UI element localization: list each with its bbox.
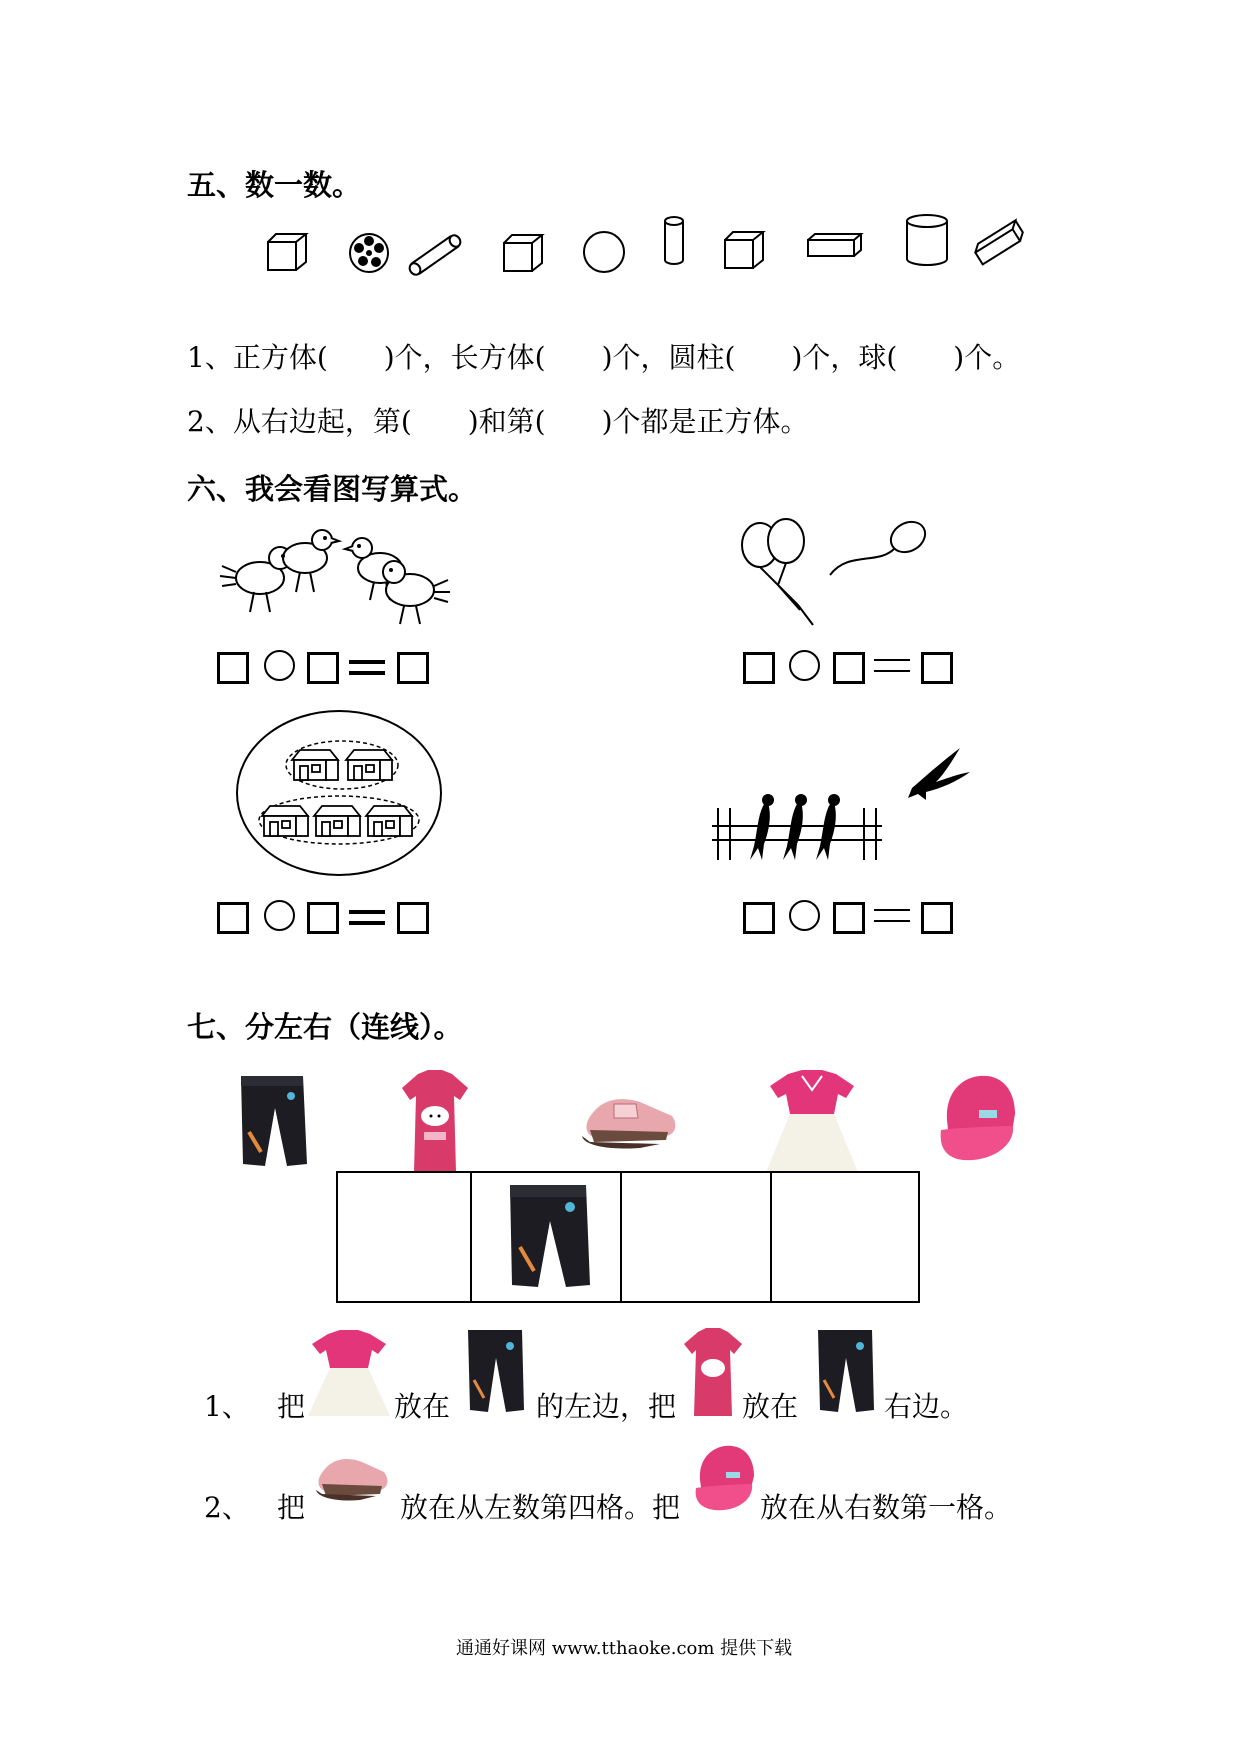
cylinder-icon-2	[662, 215, 686, 267]
cap-icon	[935, 1070, 1019, 1166]
q1-number: 1、	[187, 341, 233, 374]
cube-icon-2	[502, 233, 544, 273]
shoes-icon	[580, 1090, 680, 1152]
answer-box[interactable]	[743, 652, 775, 684]
q1-text: 正方体( )个，长方体( )个，圆柱( )个，球( )个。	[232, 341, 1021, 374]
answer-cell-3[interactable]	[620, 1171, 772, 1303]
section7-q2-word-2: 放在从左数第四格。把	[400, 1491, 681, 1524]
cylinder-icon-1	[405, 230, 465, 276]
cube-icon-1	[266, 232, 308, 272]
operator-circle[interactable]	[789, 900, 820, 931]
answer-box[interactable]	[743, 902, 775, 934]
ball-icon-2	[582, 230, 626, 274]
section7-q1-word-5: 右边。	[884, 1390, 969, 1423]
section5-question-2	[187, 400, 809, 440]
tshirt-icon	[682, 1326, 744, 1420]
houses-circle-icon	[234, 708, 444, 878]
section5-heading: 五、数一数。	[187, 168, 362, 202]
answer-cell-1[interactable]	[336, 1171, 472, 1303]
swallows-icon	[712, 748, 982, 868]
section7-q1-word-1: 把	[277, 1390, 306, 1423]
section7-q2-number: 2、	[204, 1491, 250, 1524]
dress-icon	[762, 1068, 862, 1176]
section6-heading: 六、我会看图写算式。	[187, 472, 478, 506]
section7-q1-number: 1、	[204, 1390, 250, 1423]
answer-box[interactable]	[397, 652, 429, 684]
tshirt-icon	[400, 1068, 470, 1176]
pants-icon	[462, 1326, 528, 1420]
cuboid-icon-1	[806, 232, 862, 258]
section7-q1-word-4: 放在	[742, 1390, 799, 1423]
answer-box[interactable]	[833, 902, 865, 934]
cube-icon-3	[723, 230, 765, 270]
operator-circle[interactable]	[264, 650, 295, 681]
section7-q2-word-3: 放在从右数第一格。	[760, 1491, 1013, 1524]
section5-question-1	[187, 336, 1020, 376]
q2-text: 从右边起，第( )和第( )个都是正方体。	[232, 405, 809, 438]
answer-box[interactable]	[921, 902, 953, 934]
answer-cell-2[interactable]	[470, 1171, 622, 1303]
answer-box[interactable]	[307, 652, 339, 684]
pants-icon	[812, 1326, 878, 1420]
section7-q1-word-2: 放在	[394, 1390, 451, 1423]
section7-heading: 七、分左右（连线）。	[187, 1010, 463, 1044]
answer-box[interactable]	[307, 902, 339, 934]
balloons-icon	[738, 515, 938, 625]
section7-q2-word-1: 把	[277, 1491, 306, 1524]
answer-box[interactable]	[397, 902, 429, 934]
cuboid-icon-2	[972, 220, 1028, 266]
section7-q1-word-3: 的左边，把	[536, 1390, 677, 1423]
cylinder-icon-3	[904, 213, 950, 267]
shoes-icon	[314, 1452, 390, 1504]
q2-number: 2、	[187, 405, 233, 438]
answer-box[interactable]	[217, 902, 249, 934]
cap-icon	[692, 1442, 756, 1514]
pants-icon	[502, 1181, 594, 1295]
operator-circle[interactable]	[264, 900, 295, 931]
answer-cell-4[interactable]	[770, 1171, 920, 1303]
dress-icon	[306, 1328, 392, 1420]
pants-icon	[235, 1072, 310, 1172]
answer-box[interactable]	[921, 652, 953, 684]
chicks-icon	[210, 528, 460, 628]
ball-icon-1	[348, 232, 390, 274]
answer-box[interactable]	[833, 652, 865, 684]
page-footer: 通通好课网 www.tthaoke.com 提供下载	[456, 1638, 793, 1659]
answer-box[interactable]	[217, 652, 249, 684]
operator-circle[interactable]	[789, 650, 820, 681]
